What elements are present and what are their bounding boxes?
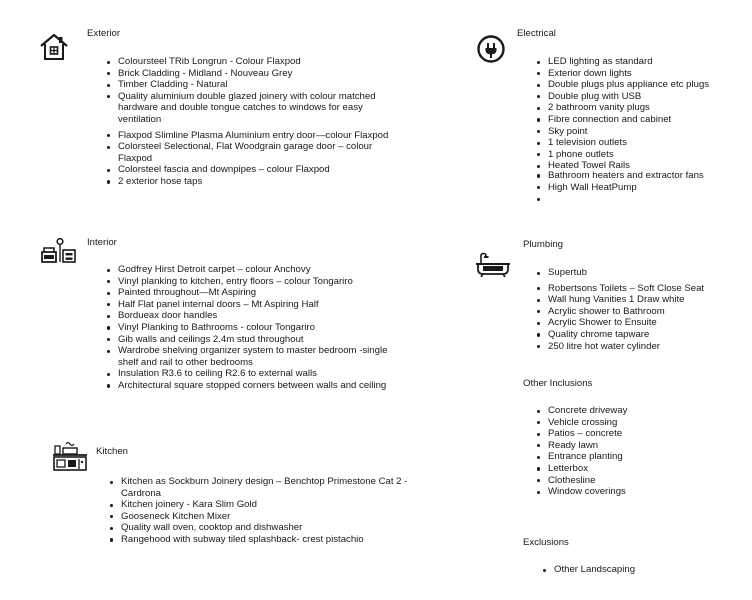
list-item: Kitchen as Sockburn Joinery design – Benchtop Primestone Cat 2 - Cardrona	[121, 476, 411, 499]
list-item: Borduеax door handles	[118, 310, 408, 322]
list-item: 2 exterior hose taps	[118, 176, 408, 188]
list-item: Vinyl Planking to Bathrooms - colour Tongariro	[118, 322, 408, 334]
list-item: Wall hung Vanities 1 Draw white	[548, 294, 738, 306]
list-item: Quality wall oven, cooktop and dishwasher	[121, 522, 411, 534]
list-item: Bathroom heaters and extractor fans	[548, 170, 738, 182]
list-item: Double plug with USB	[548, 91, 738, 103]
list-item: Sky point	[548, 126, 738, 138]
kitchen-icon	[52, 440, 88, 472]
list-item: 250 litre hot water cylinder	[548, 341, 738, 353]
list-item: Gib walls and ceilings 2.4m stud throughout	[118, 334, 408, 346]
list-item-empty	[548, 193, 738, 205]
living-room-icon	[40, 238, 78, 264]
list-item: Vinyl planking to kitchen, entry floors – colour Tongariro	[118, 276, 408, 288]
list-item: Quality aluminium double glazed joinery with colour matched hardware and double tongue catches to windows for easy ventilation	[118, 91, 408, 126]
list-item: Gooseneck Kitchen Mixer	[121, 511, 411, 523]
electrical-list	[548, 56, 738, 205]
list-item: Letterbox	[548, 463, 738, 475]
list-item: 1 television outlets	[548, 137, 738, 149]
interior-list	[118, 264, 408, 392]
list-item: Acrylic Shower to Ensuite	[548, 317, 738, 329]
list-item: 1 phone outlets	[548, 149, 738, 161]
exterior-title: Exterior	[87, 28, 121, 39]
list-item: Double plugs plus appliance etc plugs	[548, 79, 738, 91]
list-item: Vehicle crossing	[548, 417, 738, 429]
list-item: LED lighting as standard	[548, 56, 738, 68]
list-item: Flaxpod Slimline Plasma Aluminium entry door—colour Flaxpod	[118, 130, 408, 142]
kitchen-title: Kitchen	[96, 446, 128, 457]
list-item: Window coverings	[548, 486, 738, 498]
list-item: Heated Towel Rails	[548, 160, 738, 172]
list-item: Concrete driveway	[548, 405, 738, 417]
list-item: Patios – concrete	[548, 428, 738, 440]
plumbing-title: Plumbing	[523, 239, 563, 250]
list-item: Brick Cladding - Midland - Nouveau Grey	[118, 68, 408, 80]
list-item: Acrylic shower to Bathroom	[548, 306, 738, 318]
list-item: Kitchen joinery - Kara Slim Gold	[121, 499, 411, 511]
other-inclusions-title: Other Inclusions	[523, 378, 593, 389]
list-item: Colorsteel fascia and downpipes – colour Flaxpod	[118, 164, 408, 176]
list-item: Godfrey Hirst Detroit carpet – colour Anchovy	[118, 264, 408, 276]
list-item: Coloursteel TRib Longrun - Colour Flaxpod	[118, 56, 408, 68]
list-item: Other Landscaping	[554, 564, 734, 576]
list-item: 2 bathroom vanity plugs	[548, 102, 738, 114]
list-item: Quality chrome tapware	[548, 329, 738, 341]
list-item: Supertub	[548, 267, 738, 279]
kitchen-list	[121, 476, 411, 546]
list-item: Timber Cladding - Natural	[118, 79, 408, 91]
exterior-list	[118, 56, 408, 188]
bathtub-icon	[475, 252, 511, 278]
list-item: High Wall HeatPump	[548, 182, 738, 194]
list-item: Entrance planting	[548, 451, 738, 463]
list-item: Painted throughout—Mt Aspiring	[118, 287, 408, 299]
power-plug-icon	[476, 34, 506, 64]
exclusions-list	[554, 564, 734, 576]
interior-title: Interior	[87, 237, 117, 248]
house-icon	[38, 32, 70, 62]
exclusions-title: Exclusions	[523, 537, 569, 548]
list-item: Fibre connection and cabinet	[548, 114, 738, 126]
list-item: Robertsons Toilets – Soft Close Seat	[548, 283, 738, 295]
list-item: Colorsteel Selectional, Flat Woodgrain garage door – colour Flaxpod	[118, 141, 408, 164]
list-item: Half Flat panel internal doors – Mt Aspiring Half	[118, 299, 408, 311]
list-item: Rangehood with subway tiled splashback- crest pistachio	[121, 534, 411, 546]
plumbing-list	[548, 267, 738, 352]
list-item: Ready lawn	[548, 440, 738, 452]
list-item: Insulation R3.6 to ceiling R2.6 to external walls	[118, 368, 408, 380]
list-item: Clothesline	[548, 475, 738, 487]
electrical-title: Electrical	[517, 28, 556, 39]
other-inclusions-list	[548, 405, 738, 498]
list-item: Wardrobe shelving organizer system to master bedroom -single shelf and rail to other bedrooms	[118, 345, 408, 368]
list-item: Architectural square stopped corners between walls and ceiling	[118, 380, 408, 392]
list-item: Exterior down lights	[548, 68, 738, 80]
